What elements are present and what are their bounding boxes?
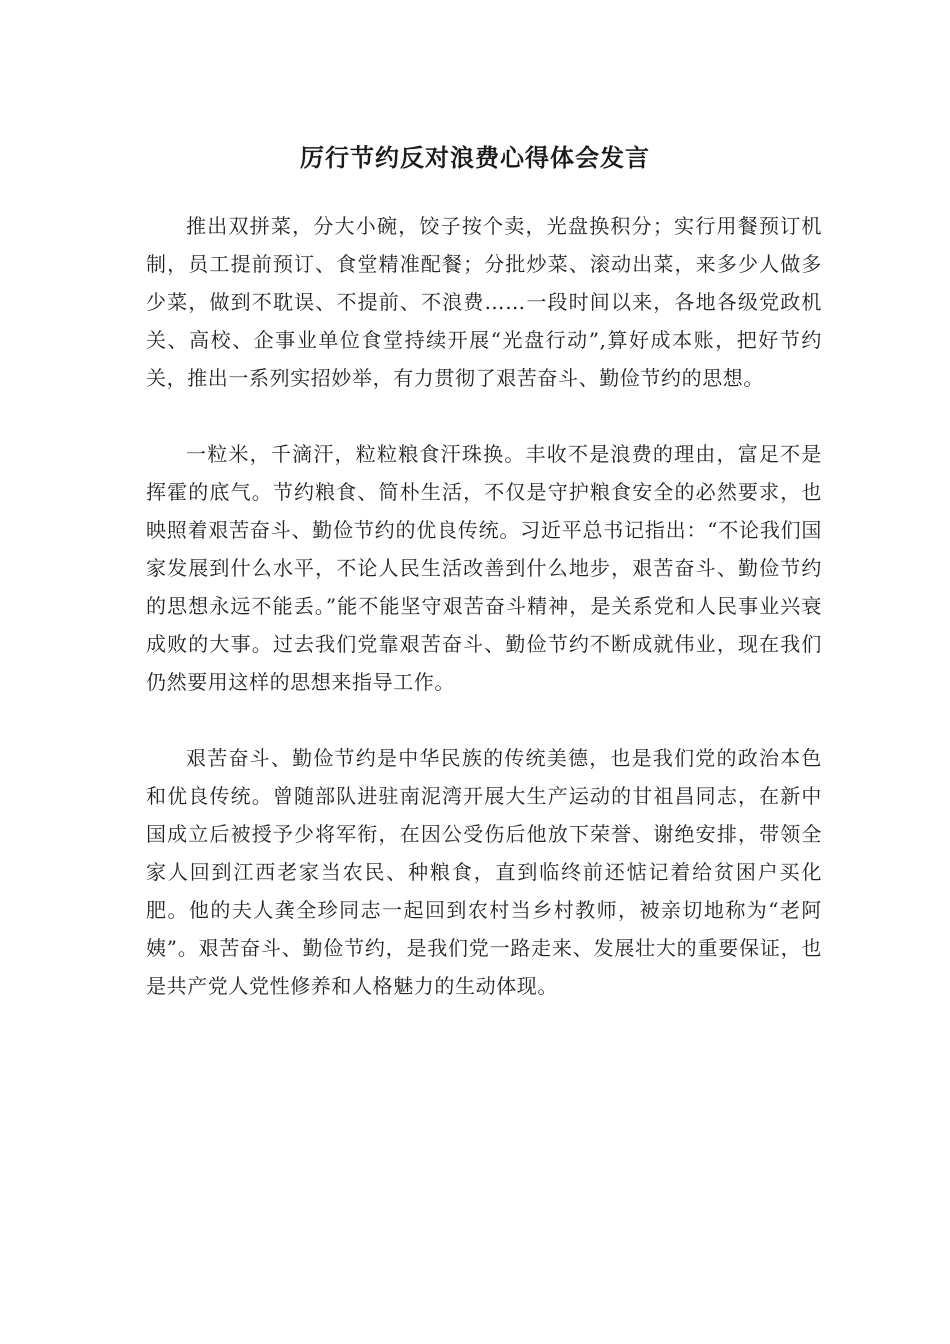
paragraph-3: 艰苦奋斗、勤俭节约是中华民族的传统美德，也是我们党的政治本色和优良传统。曾随部队进驻南泥湾开展大生产运动的甘祖昌同志，在新中国成立后被授予少将军衔，在因公受伤后他放下荣誉、谢绝安排，带领全家人回到江西老家当农民、种粮食，直到临终前还惦记着给贫困户买化肥。他的夫人龚全珍同志一起回到农村当乡村教师，被亲切地称为“老阿姨”。艰苦奋斗、勤俭节约，是我们党一路走来、发展壮大的重要保证，也是共产党人党性修养和人格魅力的生动体现。 xyxy=(146,746,822,998)
paragraph-1: 推出双拼菜，分大小碗，饺子按个卖，光盘换积分；实行用餐预订机制，员工提前预订、食堂精准配餐；分批炒菜、滚动出菜，来多少人做多少菜，做到不耽误、不提前、不浪费……一段时间以来，各地各级党政机关、高校、企事业单位食堂持续开展“光盘行动”,算好成本账，把好节约关，推出一系列实招妙举，有力贯彻了艰苦奋斗、勤俭节约的思想。 xyxy=(146,214,822,390)
document-body xyxy=(146,207,822,1043)
document-title: 厉行节约反对浪费心得体会发言 xyxy=(300,143,650,172)
paragraph-2: 一粒米，千滴汗，粒粒粮食汗珠换。丰收不是浪费的理由，富足不是挥霍的底气。节约粮食、简朴生活，不仅是守护粮食安全的必然要求，也映照着艰苦奋斗、勤俭节约的优良传统。习近平总书记指出：“不论我们国家发展到什么水平，不论人民生活改善到什么地步，艰苦奋斗、勤俭节约的思想永远不能丢。”能不能坚守艰苦奋斗精神，是关系党和人民事业兴衰成败的大事。过去我们党靠艰苦奋斗、勤俭节约不断成就伟业，现在我们仍然要用这样的思想来指导工作。 xyxy=(146,442,822,694)
